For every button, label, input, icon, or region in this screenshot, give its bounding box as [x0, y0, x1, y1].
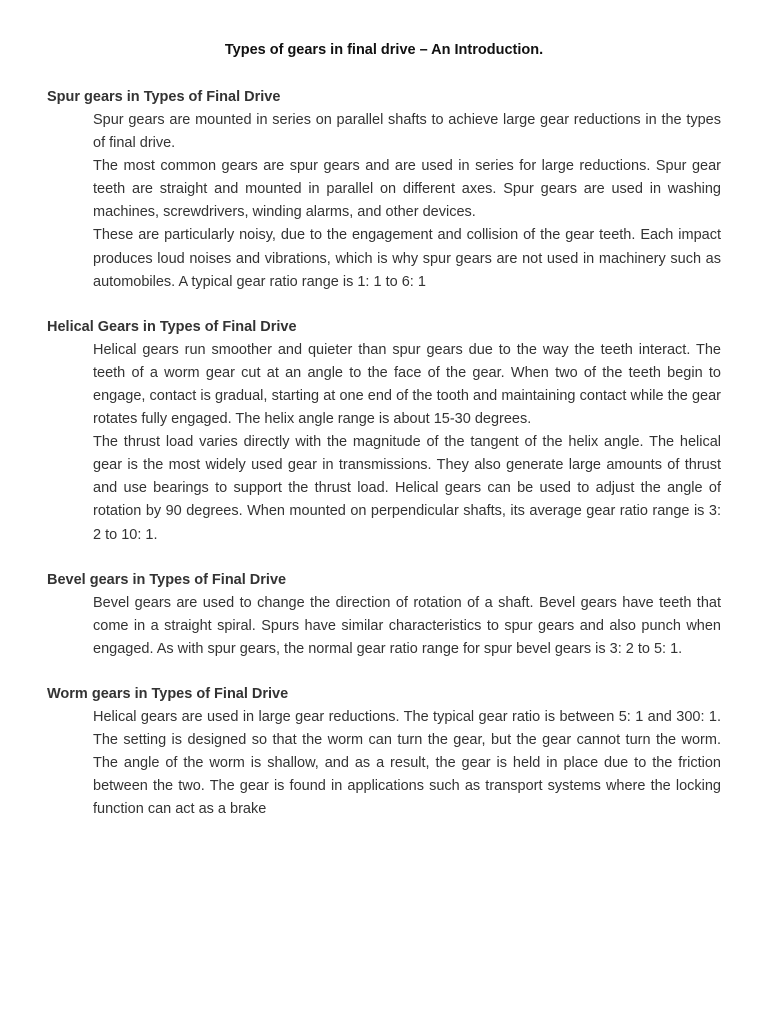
section-bevel-gears — [47, 570, 721, 661]
section-spur-gears — [47, 87, 721, 294]
paragraph: Helical gears run smoother and quieter than spur gears due to the way the teeth interact. The teeth of a worm gear cut at an angle to the face of the gear. When two of the teeth begin to engage, contact is gradual, starting at one end of the tooth and maintaining contact while the gear rotates fully engaged. The helix angle range is about 15-30 degrees. — [93, 341, 721, 428]
paragraph: The thrust load varies directly with the magnitude of the tangent of the helix angle. The helical gear is the most widely used gear in transmissions. They also generate large amounts of thrust and use bearings to support the thrust load. Helical gears can be used to adjust the angle of rotation by 90 degrees. When mounted on perpendicular shafts, its average gear ratio range is 3: 2 to 10: 1. — [93, 434, 721, 543]
section-heading: Worm gears in Types of Final Drive — [47, 685, 289, 702]
paragraph: These are particularly noisy, due to the engagement and collision of the gear teeth. Each impact produces loud noises and vibrations, which is why spur gears are not used in machinery such as automobiles. A typical gear ratio range is 1: 1 to 6: 1 — [93, 227, 721, 290]
section-heading: Bevel gears in Types of Final Drive — [47, 571, 287, 588]
document-title: Types of gears in final drive – An Introduction. — [224, 42, 544, 58]
paragraph: Bevel gears are used to change the direction of rotation of a shaft. Bevel gears have teeth that come in a straight spiral. Spurs have similar characteristics to spur gears and also punch when engaged. As with spur gears, the normal gear ratio range for spur bevel gears is 3: 2 to 5: 1. — [93, 594, 721, 657]
paragraph: Helical gears are used in large gear reductions. The typical gear ratio is between 5: 1 and 300: 1. The setting is designed so that the worm can turn the gear, but the gear cannot turn the worm. The angle of the worm is shallow, and as a result, the gear is held in place due to the friction between the two. The gear is found in applications such as transport systems where the locking function can act as a brake — [93, 708, 721, 818]
section-heading: Helical Gears in Types of Final Drive — [47, 318, 297, 335]
section-heading: Spur gears in Types of Final Drive — [47, 89, 281, 105]
paragraph: Spur gears are mounted in series on parallel shafts to achieve large gear reductions in the types of final drive. — [93, 112, 721, 152]
section-helical-gears — [47, 317, 721, 547]
paragraph: The most common gears are spur gears and are used in series for large reductions. Spur gear teeth are straight and mounted in parallel on different axes. Spur gears are used in washing machines, screwdrivers, winding alarms, and other devices. — [93, 158, 721, 221]
section-worm-gears — [47, 684, 721, 821]
